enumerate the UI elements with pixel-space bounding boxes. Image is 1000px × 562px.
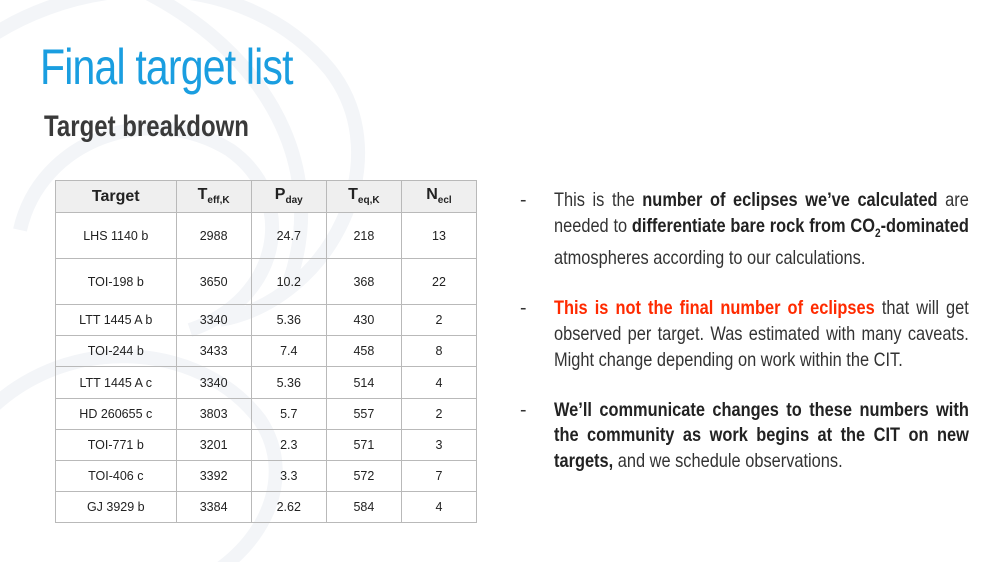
cell-teff: 3803 (176, 399, 251, 430)
cell-target: LHS 1140 b (56, 213, 177, 259)
cell-necl: 22 (401, 259, 476, 305)
cell-pday: 7.4 (251, 336, 326, 367)
slide-title: Final target list (40, 39, 293, 95)
target-table (55, 180, 477, 523)
bullet-dash: - (520, 189, 527, 211)
cell-target: TOI-198 b (56, 259, 177, 305)
cell-teq: 514 (326, 367, 401, 399)
highlight-text: This is not the final number of eclipses (554, 297, 875, 320)
bullet-item (520, 398, 969, 475)
header-teq: $T_{eq,K}$ (326, 181, 401, 213)
bullet-list (520, 188, 969, 499)
bullet-text: We’ll communicate changes to these numbers with the community as work begins at the CIT on new targets, and we schedule observations. (554, 398, 969, 473)
cell-pday: 2.62 (251, 492, 326, 523)
cell-teff: 3433 (176, 336, 251, 367)
cell-teff: 3340 (176, 305, 251, 336)
cell-teq: 218 (326, 213, 401, 259)
table-row (56, 430, 477, 461)
cell-target: TOI-771 b (56, 430, 177, 461)
cell-necl: 13 (401, 213, 476, 259)
bullet-text: This is the number of eclipses we’ve calculated are needed to differentiate bare rock from $CO_2$-dominated atmospheres according to our calculations. (554, 189, 969, 270)
cell-teq: 368 (326, 259, 401, 305)
cell-necl: 8 (401, 336, 476, 367)
table-header-row (56, 181, 477, 213)
cell-teq: 584 (326, 492, 401, 523)
cell-teff: 3650 (176, 259, 251, 305)
cell-necl: 7 (401, 461, 476, 492)
table-row (56, 461, 477, 492)
cell-target: HD 260655 c (56, 399, 177, 430)
cell-necl: 3 (401, 430, 476, 461)
bullet-text: This is not the final number of eclipses that will get observed per target. Was estimated with many caveats. Might change depending on work within the CIT. (554, 297, 969, 371)
cell-necl: 2 (401, 399, 476, 430)
table-row (56, 305, 477, 336)
cell-teff: 3384 (176, 492, 251, 523)
cell-pday: 3.3 (251, 461, 326, 492)
cell-pday: 10.2 (251, 259, 326, 305)
table-row (56, 399, 477, 430)
header-pday: $P_{day}$ (251, 181, 326, 213)
table-row (56, 492, 477, 523)
cell-necl: 2 (401, 305, 476, 336)
cell-teff: 3201 (176, 430, 251, 461)
bullet-item (520, 296, 969, 373)
bullet-dash: - (520, 398, 527, 421)
header-target: Target (56, 181, 177, 213)
cell-pday: 5.36 (251, 367, 326, 399)
table-body (56, 213, 477, 523)
cell-teq: 571 (326, 430, 401, 461)
cell-target: LTT 1445 A b (56, 305, 177, 336)
cell-teff: 2988 (176, 213, 251, 259)
cell-pday: 24.7 (251, 213, 326, 259)
cell-target: TOI-244 b (56, 336, 177, 367)
cell-teff: 3340 (176, 367, 251, 399)
cell-necl: 4 (401, 367, 476, 399)
header-teff: $T_{eff,K}$ (176, 181, 251, 213)
table-row (56, 336, 477, 367)
bullet-dash: - (520, 297, 527, 320)
cell-teq: 430 (326, 305, 401, 336)
cell-pday: 2.3 (251, 430, 326, 461)
table-row (56, 213, 477, 259)
cell-teq: 572 (326, 461, 401, 492)
cell-target: GJ 3929 b (56, 492, 177, 523)
cell-teq: 557 (326, 399, 401, 430)
header-necl: $N_{ecl}$ (401, 181, 476, 213)
cell-target: TOI-406 c (56, 461, 177, 492)
cell-pday: 5.7 (251, 399, 326, 430)
table-row (56, 367, 477, 399)
slide-subtitle: Target breakdown (44, 110, 249, 143)
cell-target: LTT 1445 A c (56, 367, 177, 399)
table-row (56, 259, 477, 305)
cell-pday: 5.36 (251, 305, 326, 336)
cell-necl: 4 (401, 492, 476, 523)
cell-teq: 458 (326, 336, 401, 367)
cell-teff: 3392 (176, 461, 251, 492)
bullet-item (520, 188, 969, 272)
